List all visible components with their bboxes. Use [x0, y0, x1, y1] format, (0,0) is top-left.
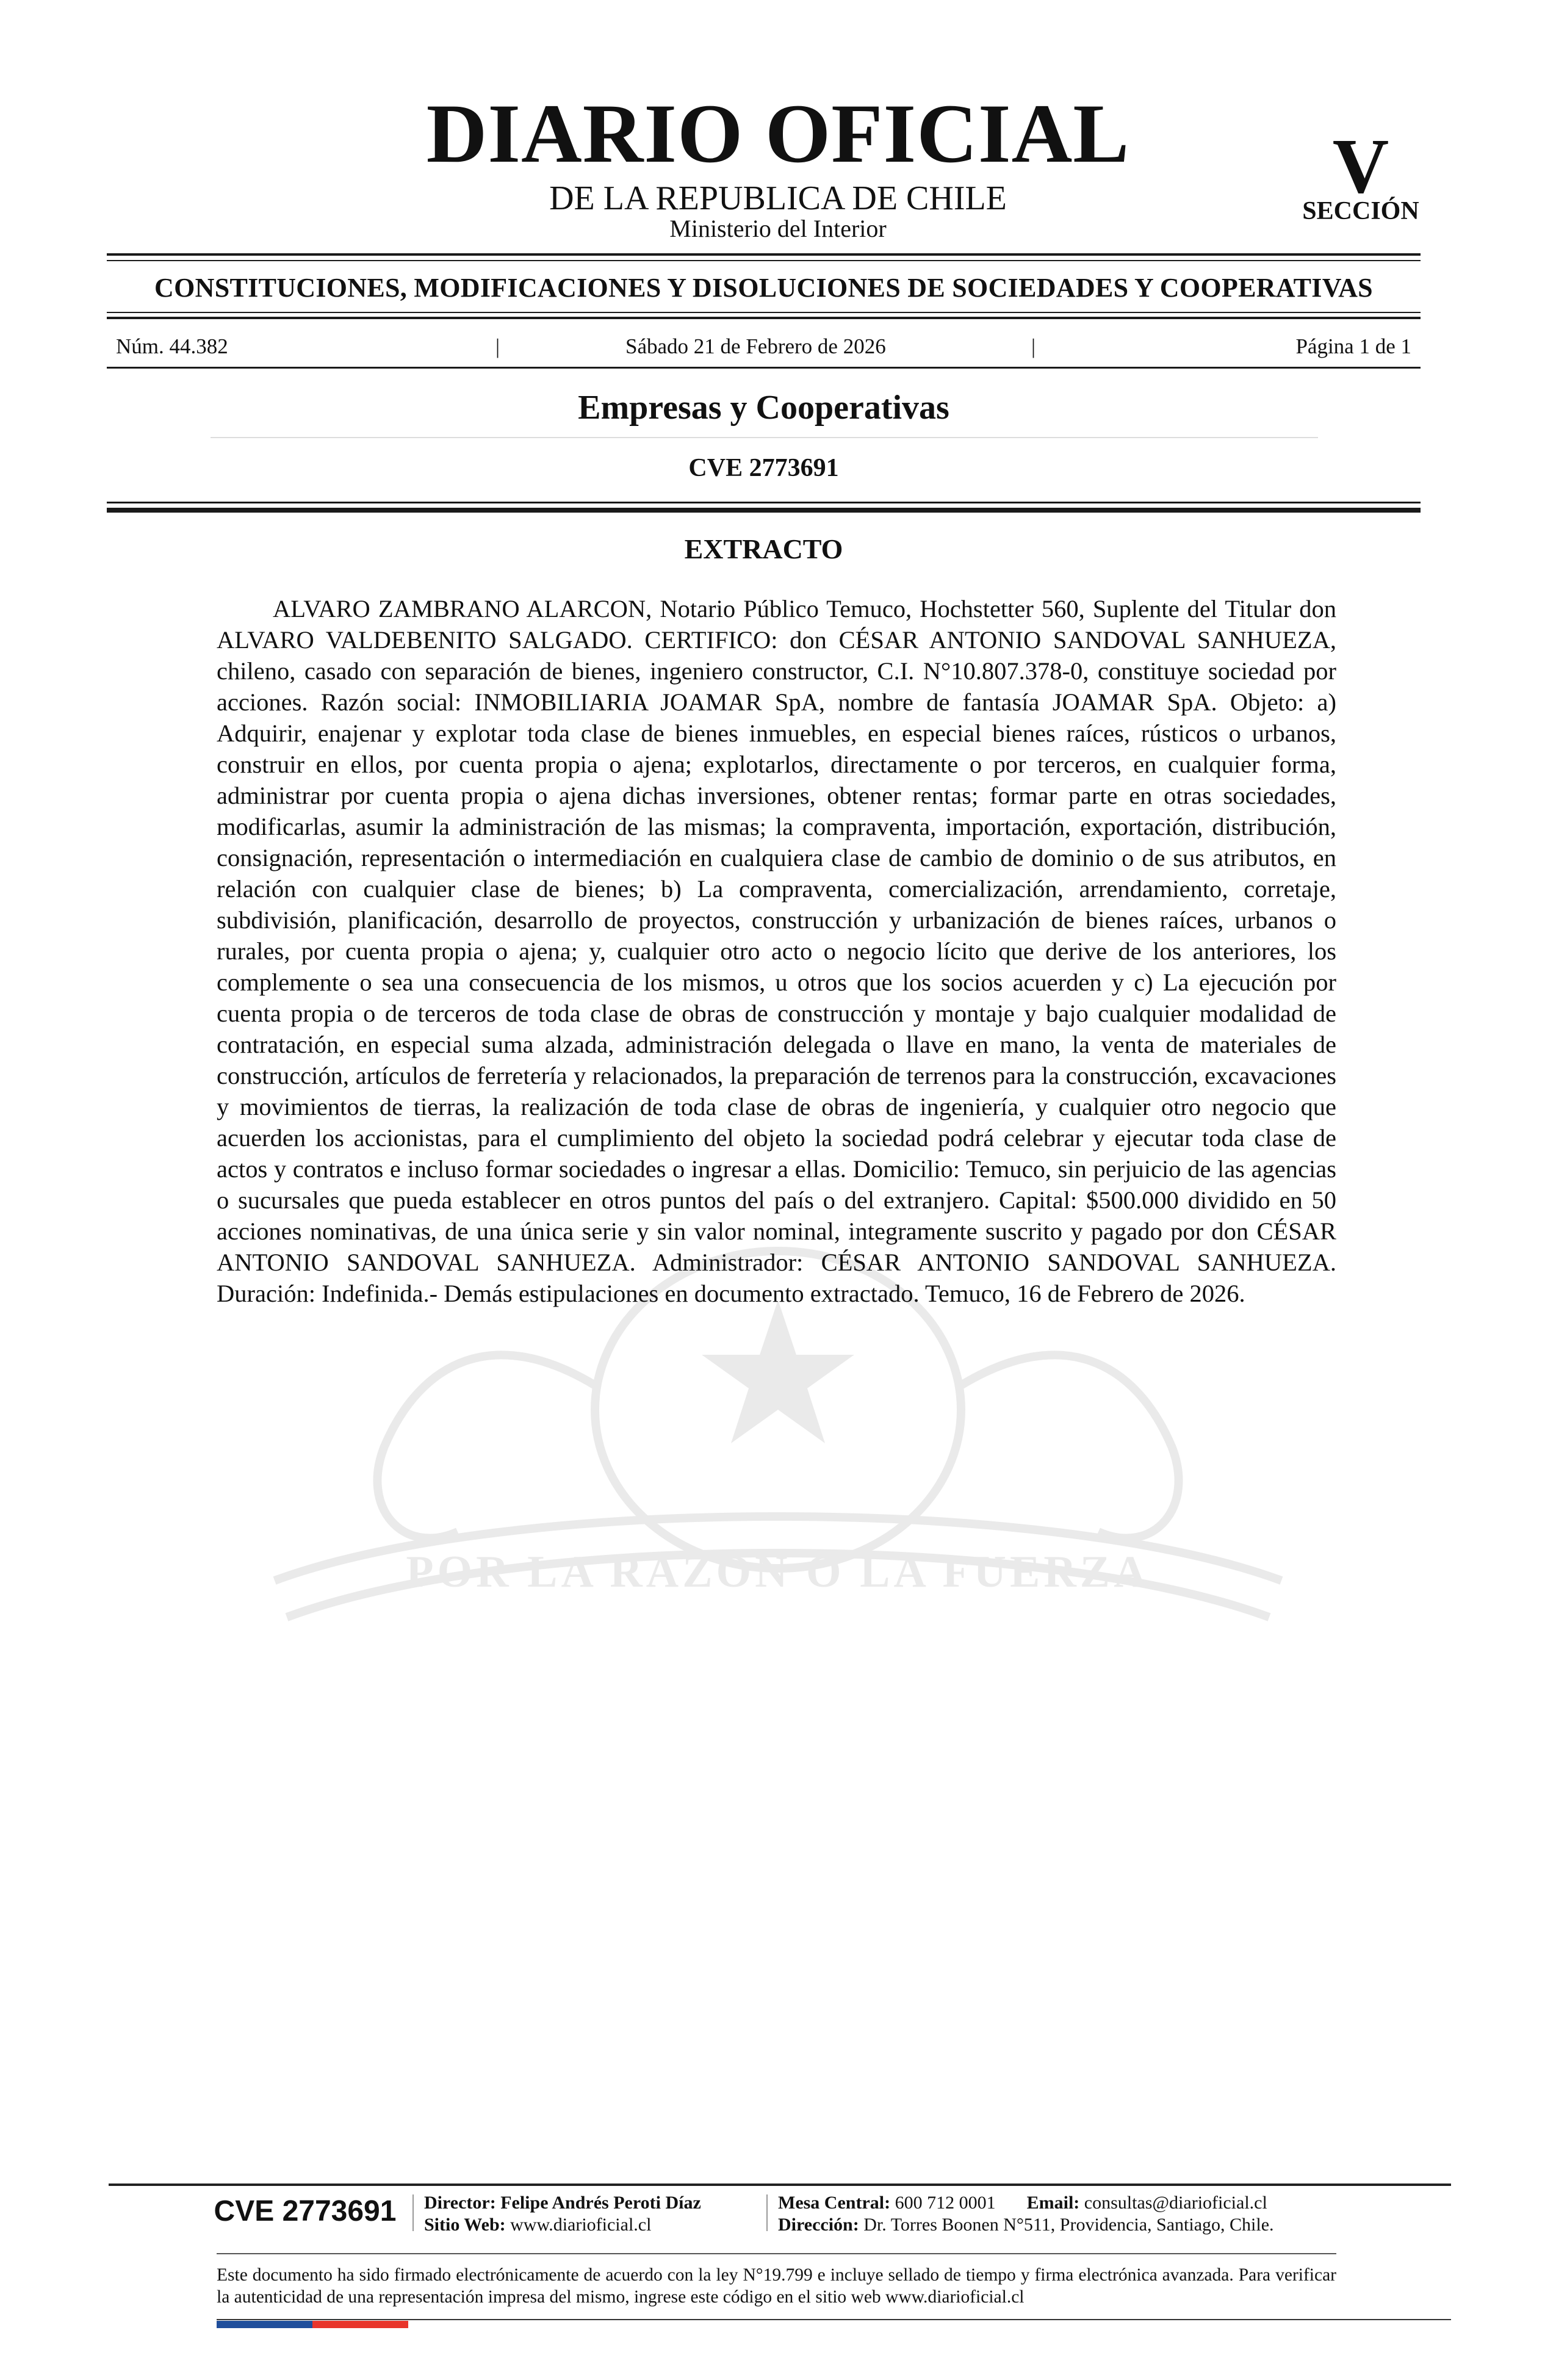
- document-heading: EXTRACTO: [684, 533, 843, 564]
- address-label: Dirección:: [778, 2215, 859, 2235]
- footer-cve-code: CVE 2773691: [214, 2195, 397, 2227]
- footer-notice: Este documento ha sido firmado electrónicamente de acuerdo con la ley N°19.799 e incluye sellado de tiempo y firma electrónica avanzada. Para verificar la autenticidad de una representación impresa del mismo, ingrese este código en el sitio web www.diarioficial.cl: [217, 2265, 1336, 2307]
- header-rule-thin: [107, 260, 1421, 261]
- section-title: Empresas y Cooperativas: [578, 389, 949, 427]
- footer-director: [424, 2192, 701, 2214]
- flag-stripe-blue: [217, 2321, 312, 2328]
- director-name: Felipe Andrés Peroti Díaz: [500, 2193, 701, 2213]
- document-body: ALVARO ZAMBRANO ALARCON, Notario Público Temuco, Hochstetter 560, Suplente del Titular don ALVARO VALDEBENITO SALGADO. CERTIFICO: don CÉSAR ANTONIO SANDOVAL SANHUEZA, chileno, casado con separación de bienes, ingeniero constructor, C.I. N°10.807.378-0, constituye sociedad por acciones. Razón social: INMOBILIARIA JOAMAR SpA, nombre de fantasía JOAMAR SpA. Objeto: a) Adquirir, enajenar y explotar toda clase de bienes inmuebles, en especial bienes raíces, rústicos o urbanos, construir en ellos, por cuenta propia o ajena; explotarlos, directamente o por terceros, en cualquier forma, administrar por cuenta propia o ajena dichas inversiones, obtener rentas; formar parte en otras sociedades, modificarlas, asumir la administración de las mismas; la compraventa, importación, exportación, distribución, consignación, representación o intermediación en cualquiera clase de cambio de dominio o de sus atributos, en relación con cualquier clase de bienes; b) La compraventa, comercialización, arrendamiento, corretaje, subdivisión, planificación, desarrollo de proyectos, construcción y urbanización de bienes raíces, urbanos o rurales, por cuenta propia o ajena; y, cualquier otro acto o negocio lícito que derive de los anteriores, los complemente o sea una consecuencia de los mismos, u otros que los socios acuerden y c) La ejecución por cuenta propia o de terceros de toda clase de obras de construcción y montaje y bajo cualquier modalidad de contratación, en especial suma alzada, administración delegada o llave en mano, la venta de materiales de construcción, artículos de ferretería y relacionados, la preparación de terrenos para la construcción, excavaciones y movimientos de tierras, la realización de toda clase de obras de ingeniería, y cualquier otro negocio que acuerden los accionistas, para el cumplimiento del objeto la sociedad podrá celebrar y ejecutar toda clase de actos y contratos e incluso formar sociedades o ingresar a ellas. Domicilio: Temuco, sin perjuicio de las agencias o sucursales que pueda establecer en otros puntos del país o del extranjero. Capital: $500.000 dividido en 50 acciones nominativas, de una única serie y sin valor nominal, integramente suscrito y pagado por don CÉSAR ANTONIO SANDOVAL SANHUEZA. Administrador: CÉSAR ANTONIO SANDOVAL SANHUEZA. Duración: Indefinida.- Demás estipulaciones en documento extractado. Temuco, 16 de Febrero de 2026.: [217, 595, 1336, 1307]
- footer-rule: [109, 2183, 1451, 2186]
- footer-rule-bottom: [217, 2319, 1451, 2320]
- website-label: Sitio Web:: [424, 2215, 506, 2235]
- phone-number: 600 712 0001: [895, 2193, 996, 2213]
- cve-rule-thin: [107, 502, 1421, 503]
- section-letter: V: [1332, 123, 1389, 209]
- footer-divider: [766, 2194, 768, 2231]
- masthead-title: DIARIO OFICIAL: [426, 87, 1130, 180]
- email-label: Email:: [1026, 2193, 1080, 2213]
- section-word: SECCIÓN: [1302, 197, 1419, 225]
- masthead-subtitle: DE LA REPUBLICA DE CHILE: [549, 179, 1007, 217]
- issue-number: Núm. 44.382: [116, 334, 228, 358]
- phone-label: Mesa Central:: [778, 2193, 891, 2213]
- footer-contact: [778, 2192, 1267, 2214]
- cve-rule-thick: [107, 508, 1421, 513]
- issue-separator: |: [495, 334, 500, 358]
- watermark-motto: POR LA RAZON O LA FUERZA: [406, 1547, 1150, 1597]
- footer-divider: [412, 2194, 414, 2231]
- issue-page: Página 1 de 1: [1295, 334, 1411, 358]
- footer-website: [424, 2214, 651, 2236]
- flag-stripe-red: [312, 2321, 408, 2328]
- director-label: Director:: [424, 2193, 496, 2213]
- issue-bar: [116, 334, 1411, 359]
- footer-address: [778, 2214, 1274, 2236]
- masthead-ministry: Ministerio del Interior: [669, 215, 887, 242]
- cve-code: CVE 2773691: [688, 454, 839, 482]
- email-link[interactable]: consultas@diarioficial.cl: [1084, 2193, 1267, 2213]
- category-heading: CONSTITUCIONES, MODIFICACIONES Y DISOLUCIONES DE SOCIEDADES Y COOPERATIVAS: [154, 273, 1373, 303]
- issue-date: Sábado 21 de Febrero de 2026: [625, 334, 886, 358]
- chile-coat-of-arms-icon: [201, 1190, 1355, 1666]
- section-title-underline: [211, 437, 1318, 438]
- header-rule: [107, 253, 1421, 256]
- website-link[interactable]: www.diarioficial.cl: [510, 2215, 652, 2235]
- footer-rule-thin: [217, 2253, 1336, 2254]
- issue-separator: |: [1031, 334, 1036, 358]
- issue-rule: [107, 367, 1421, 369]
- address-text: Dr. Torres Boonen N°511, Providencia, Santiago, Chile.: [863, 2215, 1274, 2235]
- category-rule-thin: [107, 312, 1421, 313]
- category-rule: [107, 317, 1421, 319]
